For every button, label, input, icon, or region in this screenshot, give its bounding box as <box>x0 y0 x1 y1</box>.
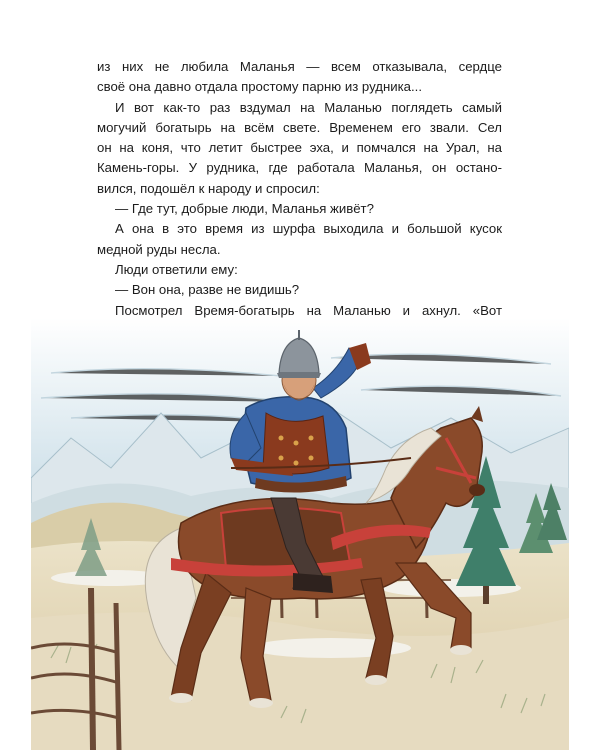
text-line: А она в это время из шурфа выходила и большой кусок <box>115 221 502 237</box>
text-line: из них не любила Маланья — всем отказывала, сердце <box>97 59 502 74</box>
text-line: своё она давно отдала простому парню из рудника... <box>97 79 422 95</box>
text-line: медной руды несла. <box>97 241 221 257</box>
text-line: могучий богатырь на всём свете. Временем его звали. Сел <box>97 119 502 135</box>
text-line: — Где тут, добрые люди, Маланья живёт? <box>115 201 374 217</box>
text-line: Люди ответили ему: <box>115 261 238 277</box>
story-text <box>97 57 502 341</box>
illustration <box>31 318 569 750</box>
text-line: Камень-горы. У рудника, где работала Маланья, он остано- <box>97 160 502 176</box>
text-line: он на коня, что летит быстрее эха, и помчался на Урал, на <box>97 140 502 156</box>
text-line: Посмотрел Время-богатырь на Маланью и ахнул. «Вот <box>115 302 502 318</box>
text-line: И вот как-то раз вздумал на Маланью поглядеть самый <box>115 99 502 115</box>
text-line: — Вон она, разве не видишь? <box>115 282 300 298</box>
text-line: вился, подошёл к народу и спросил: <box>97 180 320 196</box>
